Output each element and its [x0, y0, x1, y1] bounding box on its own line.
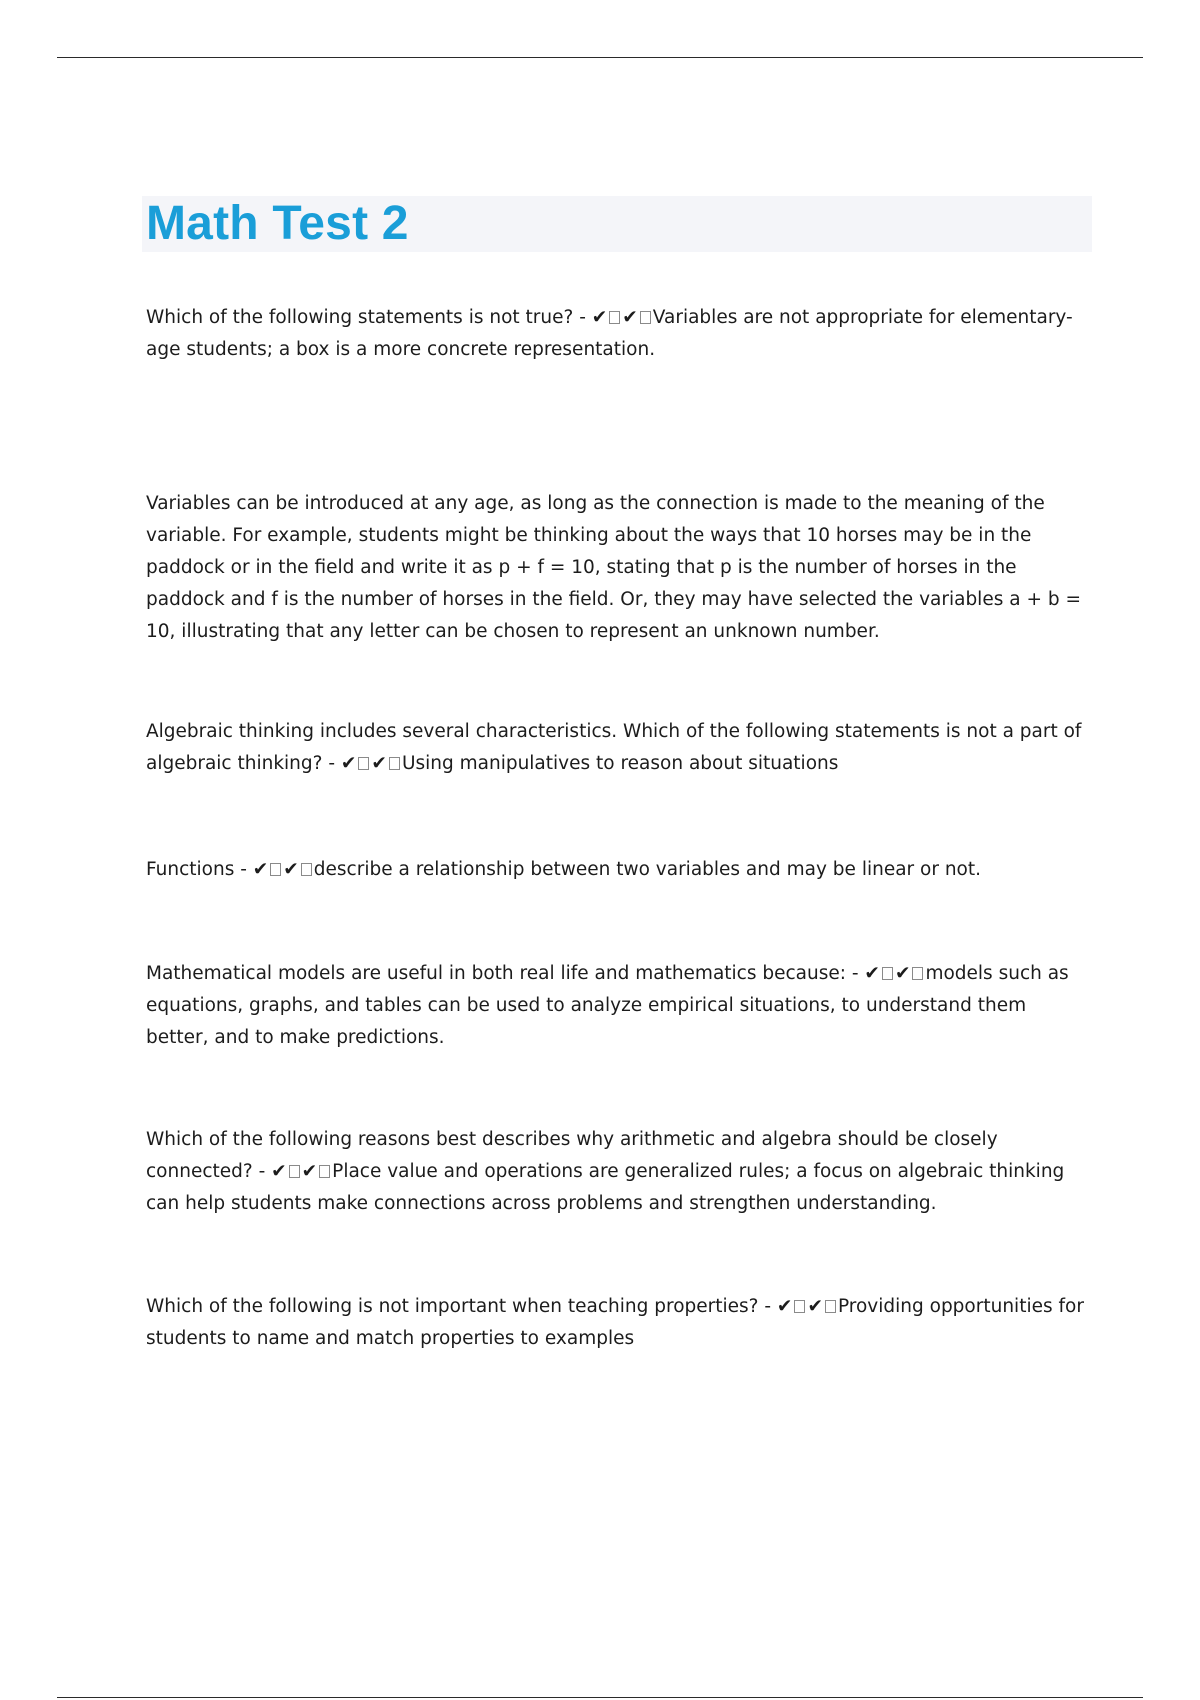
check-icon: ✔	[894, 963, 911, 984]
question-text: Mathematical models are useful in both real life and mathematics because:	[146, 963, 846, 984]
check-icon: ✔	[271, 1161, 287, 1182]
answer-text: models such as equations, graphs, and tables can be used to analyze empirical situations, to understand them better, and to make predictions.	[146, 963, 1069, 1048]
title-banner	[142, 196, 1092, 252]
question-text: Which of the following is not important when teaching properties?	[146, 1296, 759, 1317]
separator: -	[845, 963, 865, 984]
separator: -	[234, 859, 253, 880]
box-icon	[794, 1300, 805, 1313]
check-icon: ✔	[591, 307, 608, 328]
box-icon	[270, 863, 281, 876]
box-icon	[358, 757, 369, 770]
check-icon: ✔	[301, 1161, 318, 1182]
box-icon	[319, 1165, 330, 1178]
box-icon	[389, 757, 400, 770]
answer-text: describe a relationship between two variables and may be linear or not.	[313, 859, 982, 880]
qa-entry	[146, 1124, 1092, 1220]
separator: -	[573, 307, 592, 328]
qa-entry	[146, 958, 1092, 1054]
box-icon	[640, 311, 651, 324]
page-title: Math Test 2	[146, 197, 409, 250]
separator: -	[252, 1161, 272, 1182]
answer-text: Providing opportunities for students to name and match properties to examples	[146, 1296, 1084, 1349]
question-text: Which of the following reasons best describes why arithmetic and algebra should be closely connected?	[146, 1129, 998, 1182]
question-text: Which of the following statements is not true?	[146, 307, 574, 328]
separator: -	[758, 1296, 777, 1317]
explanation-paragraph: Variables can be introduced at any age, as long as the connection is made to the meaning of the variable. For example, students might be thinking about the ways that 10 horses may be in the paddock or in the field and write it as p + f = 10, stating that p is the number of horses in the paddock and f is the number of horses in the field. Or, they may have selected the variables a + b = 10, illustrating that any letter can be chosen to represent an unknown number.	[146, 493, 1081, 642]
qa-entry	[146, 854, 1092, 886]
box-icon	[609, 311, 620, 324]
box-icon	[825, 1300, 836, 1313]
qa-entry	[146, 302, 1092, 366]
box-icon	[912, 967, 923, 980]
answer-text: Using manipulatives to reason about situations	[401, 753, 839, 774]
check-icon: ✔	[283, 859, 299, 880]
check-icon: ✔	[252, 859, 269, 880]
box-icon	[301, 863, 312, 876]
bottom-rule	[57, 1697, 1143, 1698]
question-text: Functions	[146, 859, 235, 880]
answer-text: Variables are not appropriate for elementary-age students; a box is a more concrete representation.	[146, 307, 1073, 360]
box-icon	[289, 1165, 300, 1178]
qa-entry	[146, 716, 1092, 780]
check-icon: ✔	[622, 307, 638, 328]
box-icon	[882, 967, 893, 980]
check-icon: ✔	[371, 753, 387, 774]
qa-entry	[146, 1291, 1092, 1355]
answer-text: Place value and operations are generalized rules; a focus on algebraic thinking can help students make connections across problems and strengthen understanding.	[146, 1161, 1065, 1214]
check-icon: ✔	[807, 1296, 823, 1317]
check-icon: ✔	[776, 1296, 793, 1317]
separator: -	[322, 753, 341, 774]
top-rule	[57, 57, 1143, 58]
check-icon: ✔	[864, 963, 880, 984]
check-icon: ✔	[340, 753, 357, 774]
question-text: Algebraic thinking includes several characteristics. Which of the following statements is not a part of algebraic thinking?	[146, 721, 1082, 774]
